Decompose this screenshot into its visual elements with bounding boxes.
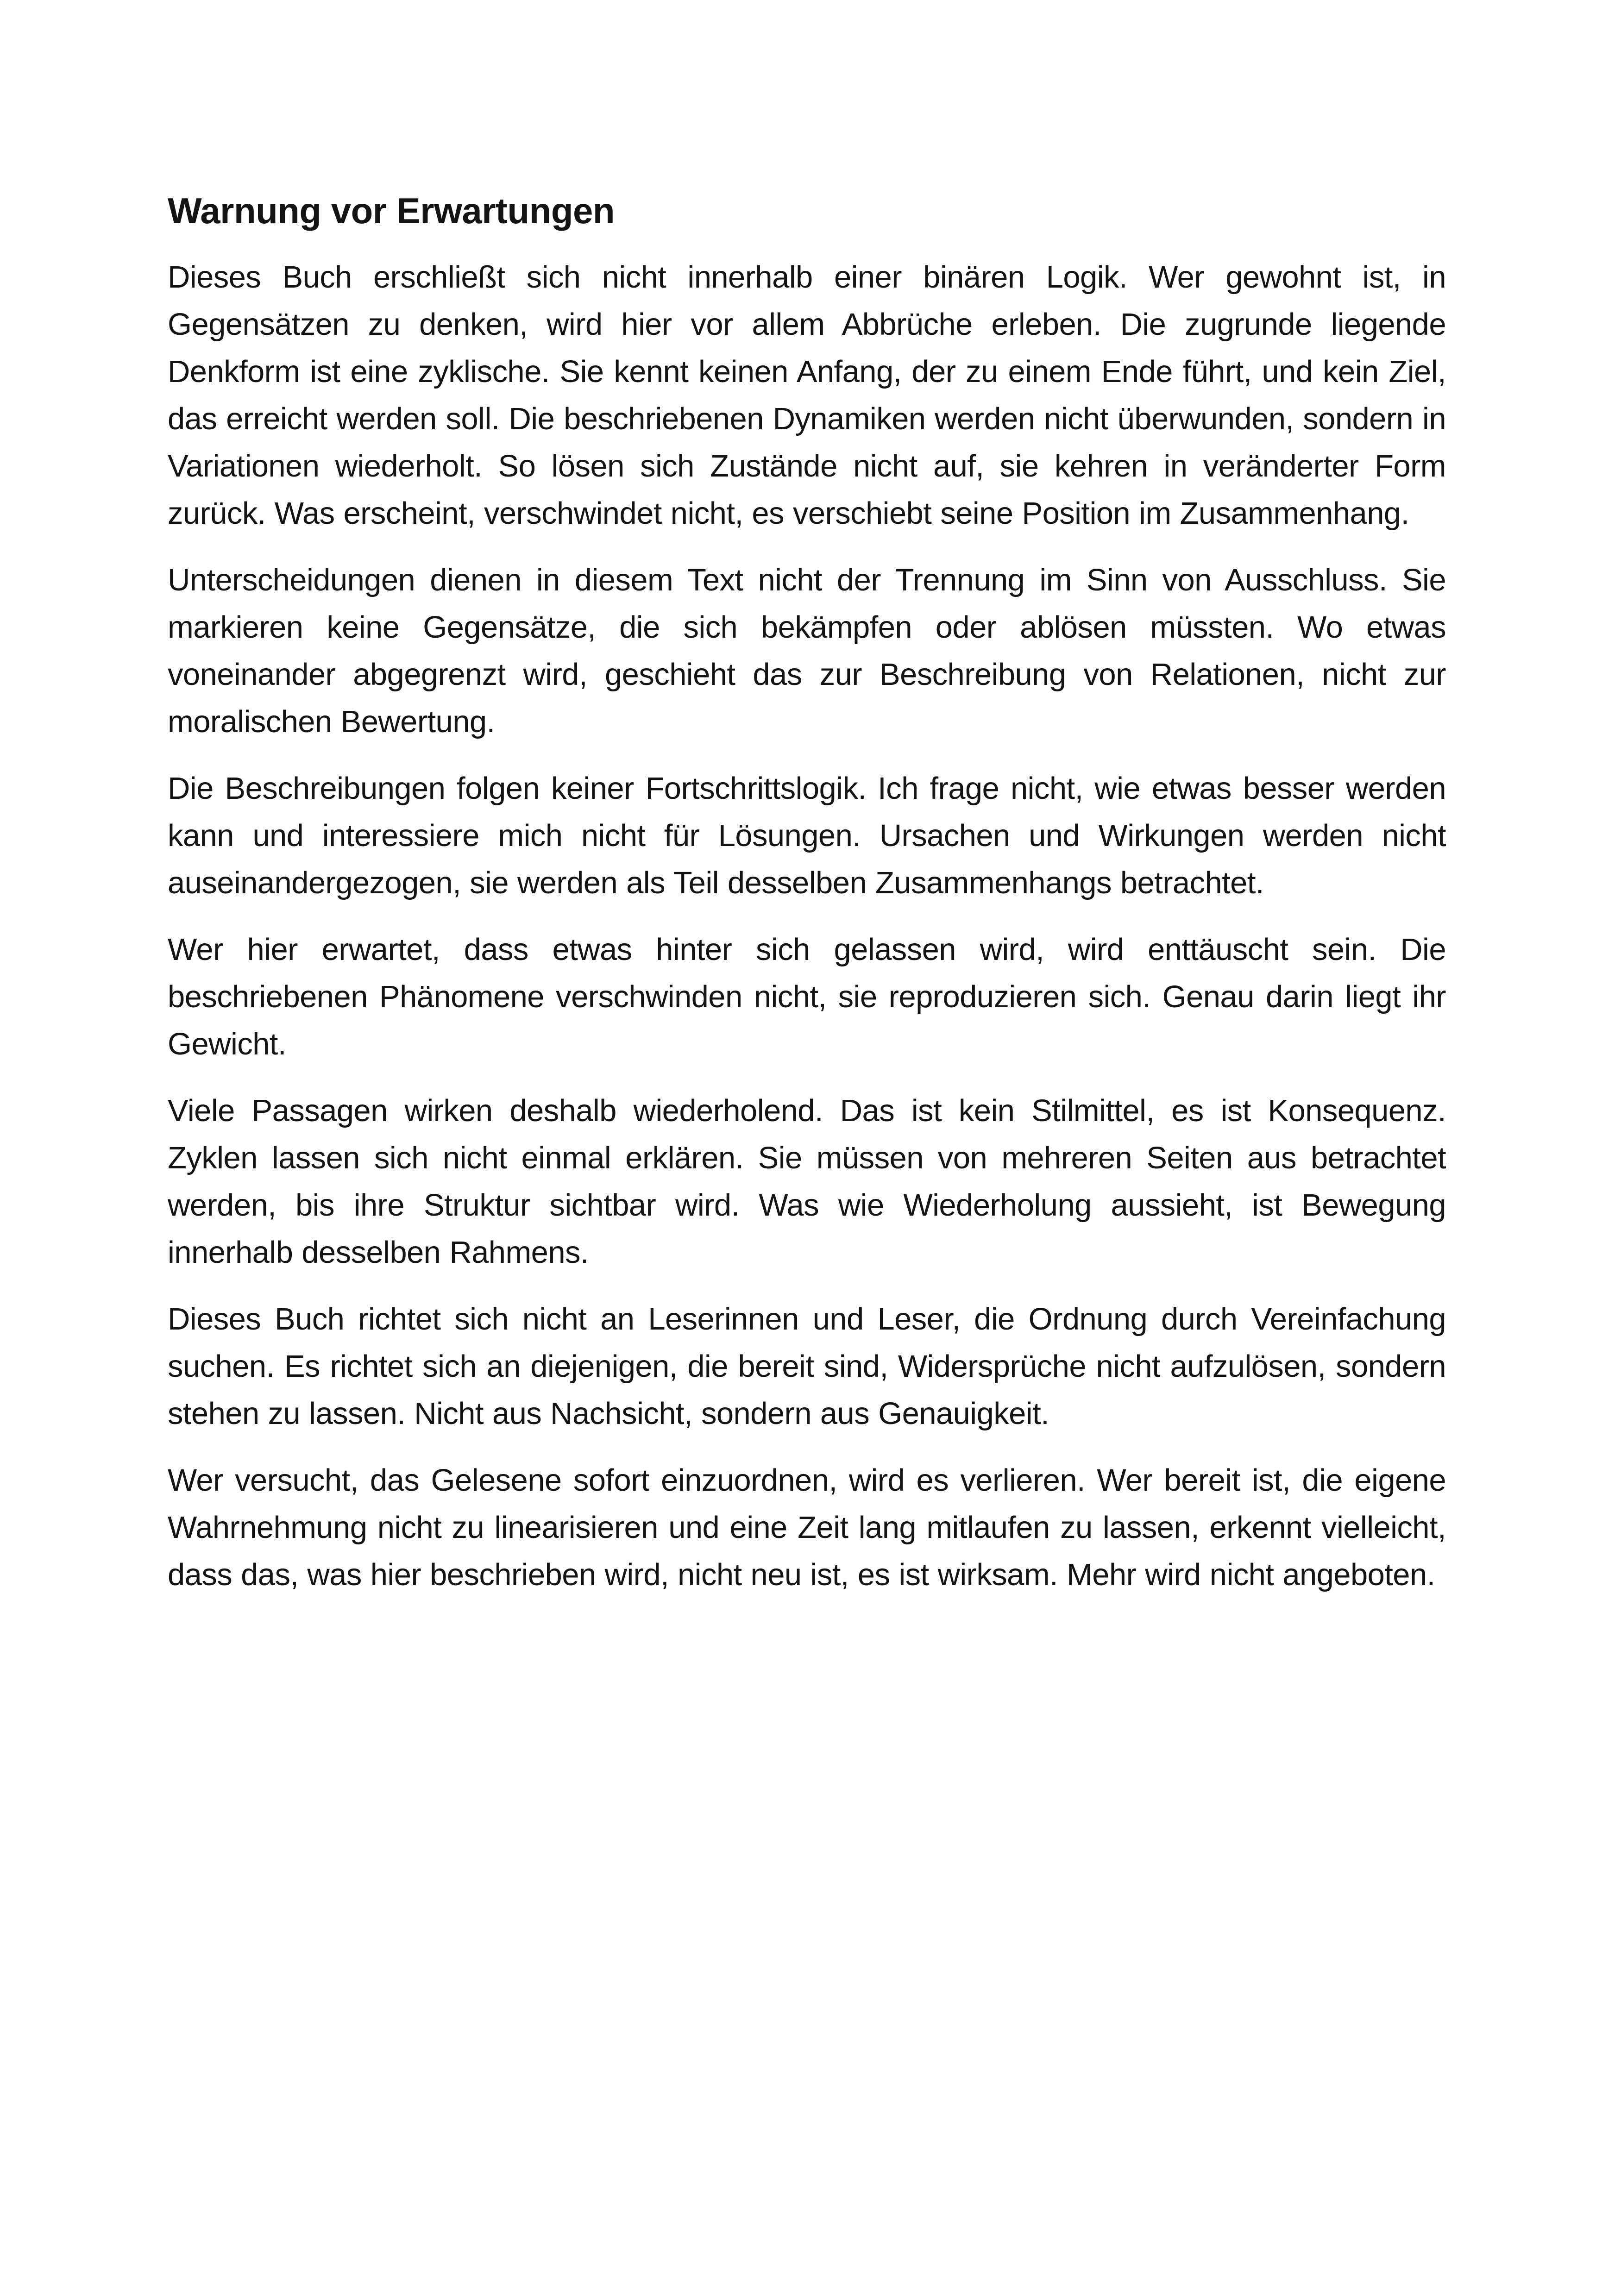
page-content — [168, 185, 1446, 1618]
paragraph-5: Viele Passagen wirken deshalb wiederholend. Das ist kein Stilmittel, es ist Konsequenz. Zyklen lassen sich nicht einmal erklären. Sie müssen von mehreren Seiten aus betrachtet werden, bis ihre Struktur sichtbar wird. Was wie Wiederholung aussieht, ist Bewegung innerhalb desselben Rahmens. — [168, 1093, 1446, 1270]
paragraph-2: Unterscheidungen dienen in diesem Text nicht der Trennung im Sinn von Ausschluss. Sie markieren keine Gegensätze, die sich bekämpfen oder ablösen müssten. Wo etwas voneinander abgegrenzt wird, geschieht das zur Beschreibung von Relationen, nicht zur moralischen Bewertung. — [168, 563, 1446, 739]
paragraph-6: Dieses Buch richtet sich nicht an Leserinnen und Leser, die Ordnung durch Vereinfachung suchen. Es richtet sich an diejenigen, die bereit sind, Widersprüche nicht aufzulösen, sondern stehen zu lassen. Nicht aus Nachsicht, sondern aus Genauigkeit. — [168, 1302, 1446, 1431]
paragraph-3: Die Beschreibungen folgen keiner Fortschrittslogik. Ich frage nicht, wie etwas besser werden kann und interessiere mich nicht für Lösungen. Ursachen und Wirkungen werden nicht auseinandergezogen, sie werden als Teil desselben Zusammenhangs betrachtet. — [168, 771, 1446, 900]
page-heading: Warnung vor Erwartungen — [168, 190, 615, 231]
paragraph-1: Dieses Buch erschließt sich nicht innerhalb einer binären Logik. Wer gewohnt ist, in Gegensätzen zu denken, wird hier vor allem Abbrüche erleben. Die zugrunde liegende Denkform ist eine zyklische. Sie kennt keinen Anfang, der zu einem Ende führt, und kein Ziel, das erreicht werden soll. Die beschriebenen Dynamiken werden nicht überwunden, sondern in Variationen wiederholt. So lösen sich Zustände nicht auf, sie kehren in veränderter Form zurück. Was erscheint, verschwindet nicht, es verschiebt seine Position im Zusammenhang. — [168, 260, 1446, 531]
paragraph-4: Wer hier erwartet, dass etwas hinter sich gelassen wird, wird enttäuscht sein. Die beschriebenen Phänomene verschwinden nicht, sie reproduzieren sich. Genau darin liegt ihr Gewicht. — [168, 932, 1446, 1061]
paragraph-7: Wer versucht, das Gelesene sofort einzuordnen, wird es verlieren. Wer bereit ist, die eigene Wahrnehmung nicht zu linearisieren und eine Zeit lang mitlaufen zu lassen, erkennt vielleicht, dass das, was hier beschrieben wird, nicht neu ist, es ist wirksam. Mehr wird nicht angeboten. — [168, 1463, 1446, 1592]
